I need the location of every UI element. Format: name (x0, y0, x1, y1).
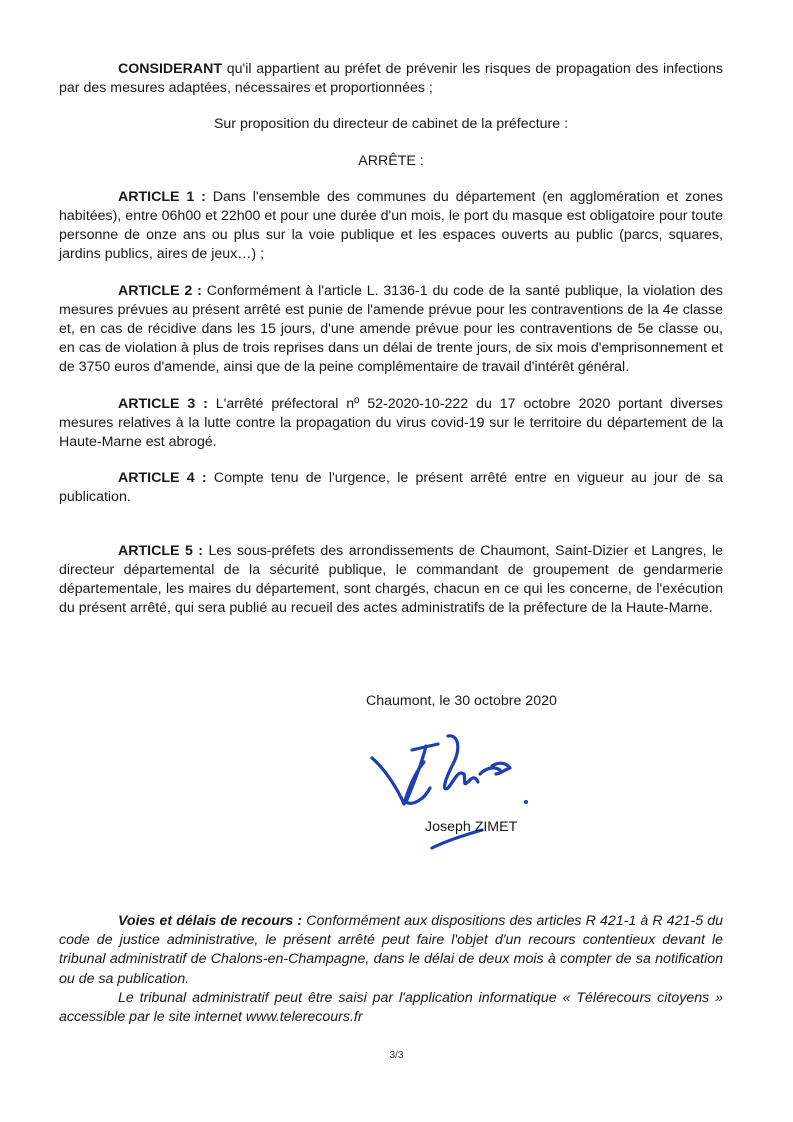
article-1-label: ARTICLE 1 : (118, 188, 206, 205)
article-2-text: Conformément à l'article L. 3136-1 du code de la santé publique, la violation des mesures prévues au présent arrêté est punie de l'amende prévue pour les contraventions de la 4e classe et, en cas de récidive dans les 15 jours, d'une amende prévue pour les contraventions de 5e classe ou, en cas de violation à plus de trois reprises dans un délai de trente jours, de six mois d'emprisonnement et de 3750 euros d'amende, ainsi que de la peine complémentaire de travail d'intérêt général. (59, 282, 723, 376)
recours-section (59, 912, 723, 1027)
recours-paragraph (59, 912, 723, 989)
handwritten-signature (368, 730, 548, 860)
page-number: 3/3 (389, 1050, 404, 1061)
recours-label: Voies et délais de recours : (118, 913, 303, 929)
signatory-name: Joseph ZIMET (425, 819, 518, 835)
document-body (59, 60, 723, 618)
article-4-text: Compte tenu de l'urgence, le présent arrêté entre en vigueur au jour de sa publication. (59, 470, 723, 506)
considerant-paragraph (59, 60, 723, 98)
article-5-label: ARTICLE 5 : (118, 542, 204, 559)
article-3 (59, 395, 723, 453)
proposition-line: Sur proposition du directeur de cabinet de la préfecture : (213, 116, 569, 133)
article-4-label: ARTICLE 4 : (118, 470, 207, 487)
article-3-label: ARTICLE 3 : (118, 395, 208, 412)
article-5-text: Les sous-préfets des arrondissements de Chaumont, Saint-Dizier et Langres, le directeur départemental de la sécurité publique, le commandant de groupement de gendarmerie départementale, les maires du département, sont chargés, chacun en ce qui les concerne, de l'exécution du présent arrêté, qui sera publié au recueil des actes administratifs de la préfecture de la Haute-Marne. (59, 542, 723, 617)
article-4 (59, 469, 723, 507)
article-3-text: L'arrêté préfectoral nº 52-2020-10-222 du 17 octobre 2020 portant diverses mesures relatives à la lutte contre la propagation du virus covid-19 sur le territoire du département de la Haute-Marne est abrogé. (59, 395, 724, 451)
considerant-text: qu'il appartient au préfet de prévenir les risques de propagation des infections par des mesures adaptées, nécessaires et proportionnées ; (59, 61, 723, 97)
article-1-text: Dans l'ensemble des communes du département (en agglomération et zones habitées), entre 06h00 et 22h00 et pour une durée d'un mois, le port du masque est obligatoire pour toute personne de onze ans ou plus sur la voie publique et les espaces ouverts au public (parcs, squares, jardins publics, aires de jeux…) ; (59, 188, 723, 263)
article-2 (59, 282, 723, 378)
article-1 (59, 188, 723, 265)
considerant-label: CONSIDERANT (118, 61, 223, 77)
arrete-heading: ARRÊTE : (358, 152, 424, 169)
recours-telerecours: Le tribunal administratif peut être saisi par l'application informatique « Télérecours citoyens » accessible par le site internet www.telerecours.fr (59, 989, 723, 1026)
article-2-label: ARTICLE 2 : (118, 282, 202, 299)
signature-place-date: Chaumont, le 30 octobre 2020 (366, 693, 557, 709)
recours-text: Conformément aux dispositions des articles R 421-1 à R 421-5 du code de justice administrative, le présent arrêté peut faire l'objet d'un recours contentieux devant le tribunal administratif de Chalons-en-Champagne, dans le délai de deux mois à compter de sa notification ou de sa publication. (59, 913, 723, 987)
article-5 (59, 542, 723, 619)
